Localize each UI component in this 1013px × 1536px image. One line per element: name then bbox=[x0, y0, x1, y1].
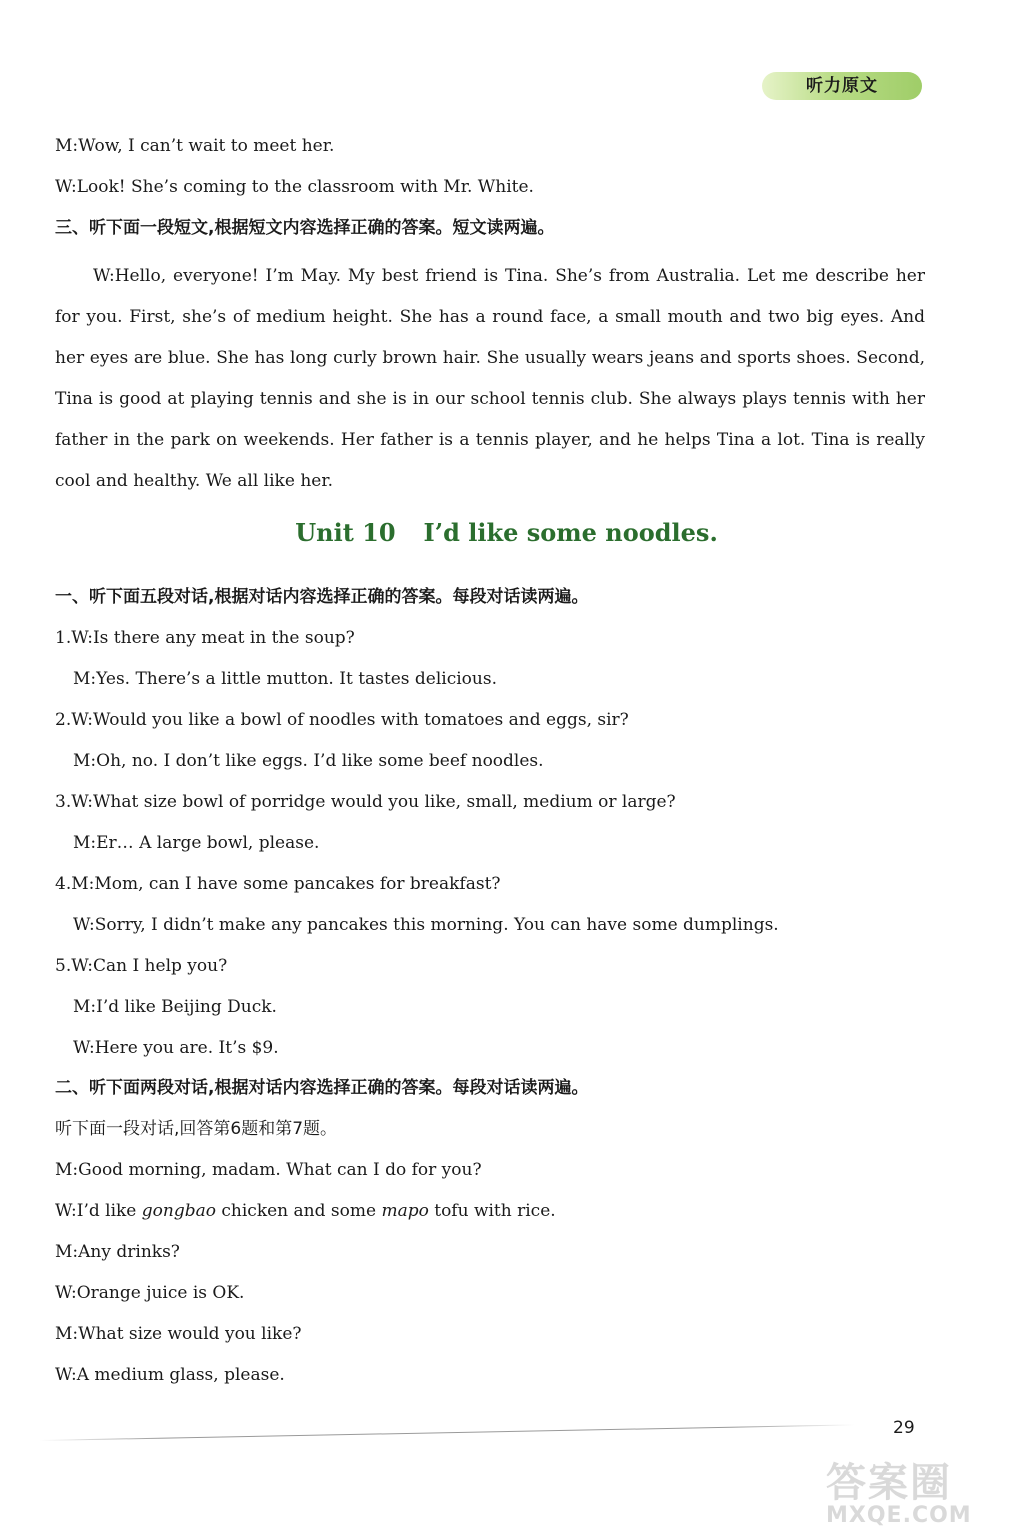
dialogue-text: tofu with rice. bbox=[428, 1201, 556, 1221]
unit-name: I’d like some noodles. bbox=[423, 518, 718, 547]
dialogue-line: 5.W:Can I help you? bbox=[55, 956, 228, 976]
dialogue-line: W:Orange juice is OK. bbox=[55, 1283, 245, 1303]
section-tab-listening-script: 听力原文 bbox=[762, 72, 922, 100]
section-heading-3: 三、听下面一段短文,根据短文内容选择正确的答案。短文读两遍。 bbox=[55, 218, 555, 238]
passage-text: W:Hello, everyone! I’m May. My best friend is Tina. She’s from Australia. Let me describe her for you. First, she’s of medium height. She has a round face, a small mouth and two big eyes. And her eyes are blue. She has long curly brown hair. She usually wears jeans and sports shoes. Second, Tina is good at playing tennis and she is in our school tennis club. She always plays tennis with her father in the park on weekends. Her father is a tennis player, and he helps Tina a lot. Tina is really cool and healthy. We all like her. bbox=[55, 266, 925, 491]
dish-name: mapo bbox=[381, 1201, 429, 1221]
section-heading-1: 一、听下面五段对话,根据对话内容选择正确的答案。每段对话读两遍。 bbox=[55, 587, 589, 607]
dialogue-text: W:I’d like bbox=[55, 1201, 142, 1221]
footer-divider bbox=[40, 1424, 855, 1441]
dialogue-line: M:Good morning, madam. What can I do for you? bbox=[55, 1160, 482, 1180]
dialogue-line: M:Wow, I can’t wait to meet her. bbox=[55, 136, 335, 156]
dialogue-line: M:What size would you like? bbox=[55, 1324, 302, 1344]
dialogue-line: 4.M:Mom, can I have some pancakes for breakfast? bbox=[55, 874, 501, 894]
dialogue-line: 3.W:What size bowl of porridge would you like, small, medium or large? bbox=[55, 792, 676, 812]
dialogue-line: M:Yes. There’s a little mutton. It tastes delicious. bbox=[73, 669, 497, 689]
dish-name: gongbao bbox=[141, 1201, 216, 1221]
dialogue-line: M:Er… A large bowl, please. bbox=[73, 833, 320, 853]
dialogue-line bbox=[55, 1199, 556, 1223]
dialogue-text: chicken and some bbox=[215, 1201, 382, 1221]
dialogue-line: M:Oh, no. I don’t like eggs. I’d like some beef noodles. bbox=[73, 751, 544, 771]
unit-title bbox=[0, 518, 1013, 547]
dialogue-line: 1.W:Is there any meat in the soup? bbox=[55, 628, 355, 648]
watermark-url: MXQE.COM bbox=[826, 1503, 972, 1528]
dialogue-line: W:Here you are. It’s $9. bbox=[73, 1038, 279, 1058]
watermark-logo bbox=[826, 1462, 1006, 1530]
dialogue-line: W:A medium glass, please. bbox=[55, 1365, 285, 1385]
dialogue-line: W:Look! She’s coming to the classroom with Mr. White. bbox=[55, 177, 534, 197]
dialogue-line: M:Any drinks? bbox=[55, 1242, 180, 1262]
dialogue-line: 2.W:Would you like a bowl of noodles with tomatoes and eggs, sir? bbox=[55, 710, 629, 730]
page-number: 29 bbox=[893, 1418, 915, 1438]
section-subheading: 听下面一段对话,回答第6题和第7题。 bbox=[55, 1119, 338, 1139]
dialogue-line: M:I’d like Beijing Duck. bbox=[73, 997, 277, 1017]
unit-number: Unit 10 bbox=[295, 518, 396, 547]
section-heading-2: 二、听下面两段对话,根据对话内容选择正确的答案。每段对话读两遍。 bbox=[55, 1078, 589, 1098]
watermark-text: 答案圈 bbox=[826, 1460, 952, 1506]
dialogue-line: W:Sorry, I didn’t make any pancakes this morning. You can have some dumplings. bbox=[73, 915, 779, 935]
